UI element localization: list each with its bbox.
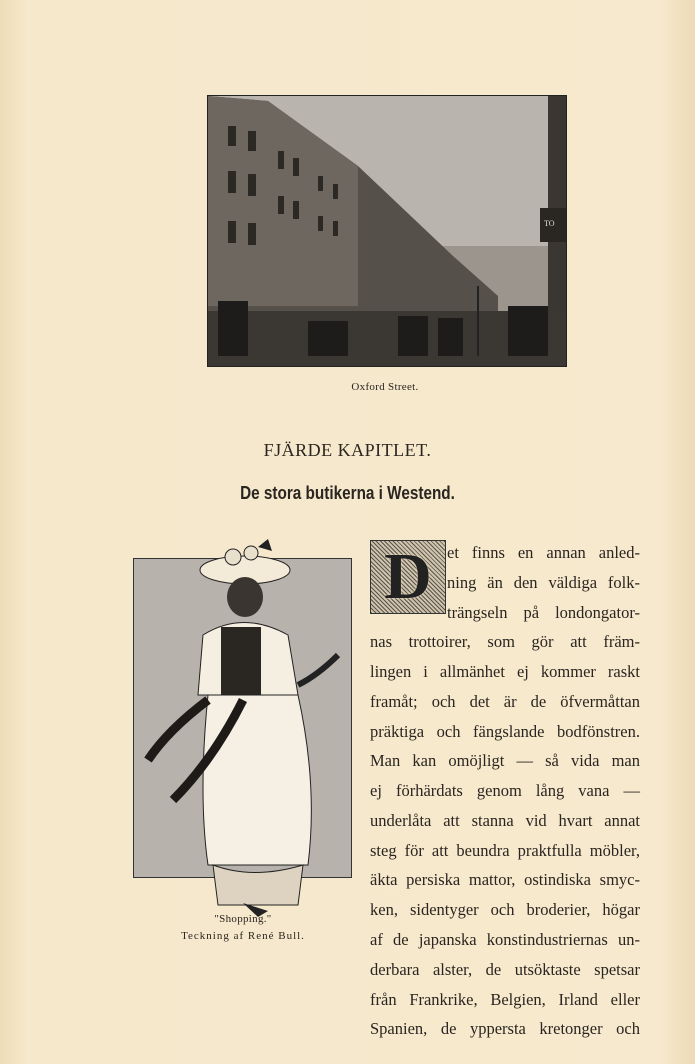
text-line: et finns en annan anled-	[447, 543, 640, 562]
chapter-title: De stora butikerna i Westend.	[240, 483, 455, 503]
text-line: framåt; och det är de öfvermåttan	[370, 691, 640, 711]
chapter-heading: FJÄRDE KAPITLET.	[263, 440, 432, 460]
text-line: Spanien, de yppersta kretonger och	[370, 1019, 640, 1039]
text-line: derbara alster, de utsöktaste spetsar	[370, 959, 640, 979]
text-line: ken, sidentyger och broderier, högar	[370, 900, 640, 920]
ornamental-drop-cap	[370, 540, 446, 614]
text-line: ej förhärdats genom lång vana —	[370, 781, 640, 801]
text-line: lingen i allmänhet ej kommer raskt	[370, 662, 640, 682]
illustration-caption-credit: Teckning af René Bull.	[181, 930, 305, 942]
oxford-street-engraving	[207, 95, 567, 367]
illustration-caption-title: "Shopping."	[214, 913, 272, 925]
top-figure-caption: Oxford Street.	[351, 381, 419, 393]
text-line: präktiga och fängslande bodfönstren.	[370, 721, 640, 741]
text-line: af de japanska konstindustriernas un-	[370, 930, 640, 949]
text-line: trängseln på londongator-	[447, 602, 640, 622]
text-line: Man kan omöjligt — så vida man	[370, 751, 640, 771]
text-line: äkta persiska mattor, ostindiska smyc-	[370, 870, 640, 890]
shop-sign-text: TO	[544, 219, 555, 228]
woman-shopping-illustration	[133, 535, 350, 920]
text-line: nas trottoirer, som gör att främ-	[370, 632, 640, 652]
text-line: underlåta att stanna vid hvart annat	[370, 810, 640, 830]
drop-cap-letter: D	[384, 540, 432, 613]
text-line: från Frankrike, Belgien, Irland eller	[370, 989, 640, 1009]
text-line: ning än den väldiga folk-	[447, 572, 640, 592]
text-line: steg för att beundra praktfulla möbler,	[370, 840, 640, 860]
